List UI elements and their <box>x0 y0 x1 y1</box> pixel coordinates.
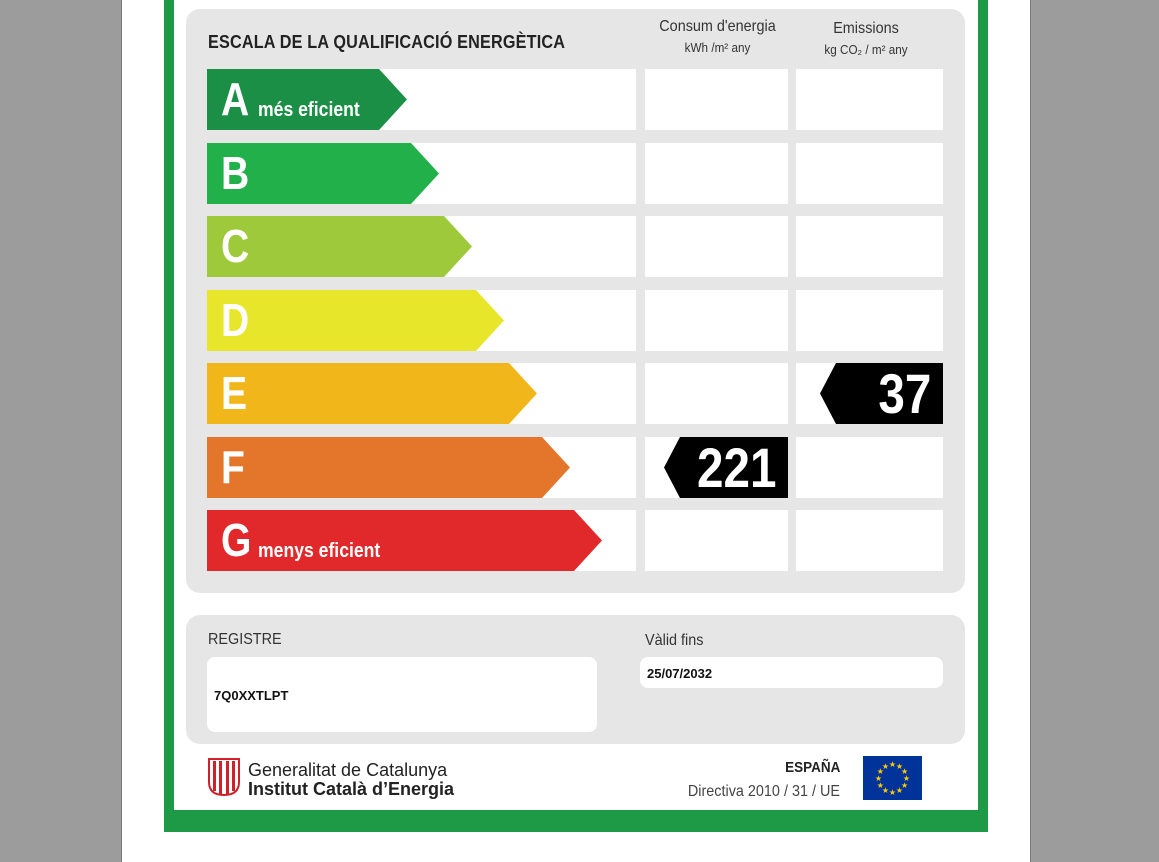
catalan-logo-icon <box>208 758 240 796</box>
eu-star-icon: ★ <box>888 788 897 797</box>
rating-letter: C <box>221 220 250 272</box>
rating-sublabel: més eficient <box>258 99 360 121</box>
valid-value: 25/07/2032 <box>647 666 713 681</box>
consum-cell-g <box>645 510 788 571</box>
rating-sublabel: menys eficient <box>258 540 381 562</box>
eu-star-icon: ★ <box>881 786 890 796</box>
registre-value: 7Q0XXTLPT <box>214 688 289 703</box>
registre-label: REGISTRE <box>208 631 282 648</box>
eu-star-icon: ★ <box>901 781 909 790</box>
eu-star-icon: ★ <box>895 761 904 771</box>
valid-label: Vàlid fins <box>645 632 704 649</box>
consum-cell-d <box>645 290 788 351</box>
eu-star-icon: ★ <box>895 786 904 796</box>
rating-letter: G <box>221 514 252 566</box>
consum-unit: kWh /m² any <box>684 40 751 55</box>
eu-star-icon: ★ <box>876 767 884 776</box>
consum-header: Consum d'energia <box>659 18 776 35</box>
eu-flag-icon <box>863 756 922 800</box>
eu-star-icon: ★ <box>902 774 911 783</box>
scale-title: ESCALA DE LA QUALIFICACIÓ ENERGÈTICA <box>208 32 566 52</box>
emissions-unit: kg CO₂ / m² any <box>824 42 908 57</box>
emissions-cell-a <box>796 69 943 130</box>
consum-marker <box>664 437 788 498</box>
emissions-cell-c <box>796 216 943 277</box>
eu-star-icon: ★ <box>874 774 883 783</box>
rating-letter: B <box>221 147 250 199</box>
emissions-cell-g <box>796 510 943 571</box>
eu-star-icon: ★ <box>876 781 884 790</box>
eu-star-icon: ★ <box>901 767 909 776</box>
rating-letter: A <box>221 73 250 125</box>
eu-star-icon: ★ <box>888 760 897 769</box>
rating-letter: F <box>221 441 245 493</box>
consum-cell-e <box>645 363 788 424</box>
rating-letter: D <box>221 294 250 346</box>
eu-star-icon: ★ <box>881 761 890 771</box>
issuer-line-1: Generalitat de Catalunya <box>248 760 448 780</box>
emissions-marker-value: 37 <box>878 362 931 425</box>
consum-cell-b <box>645 143 788 204</box>
consum-column-header <box>640 18 795 55</box>
issuer-line-2: Institut Català d’Energia <box>248 779 455 799</box>
emissions-marker <box>820 363 943 424</box>
emissions-header: Emissions <box>833 20 899 37</box>
emissions-cell-d <box>796 290 943 351</box>
emissions-column-header <box>792 20 940 57</box>
directive-label: Directiva 2010 / 31 / UE <box>687 783 840 800</box>
emissions-cell-f <box>796 437 943 498</box>
rating-letter: E <box>221 367 248 419</box>
consum-cell-c <box>645 216 788 277</box>
consum-cell-a <box>645 69 788 130</box>
emissions-cell-b <box>796 143 943 204</box>
country-label: ESPAÑA <box>784 759 840 776</box>
consum-marker-value: 221 <box>696 436 776 499</box>
